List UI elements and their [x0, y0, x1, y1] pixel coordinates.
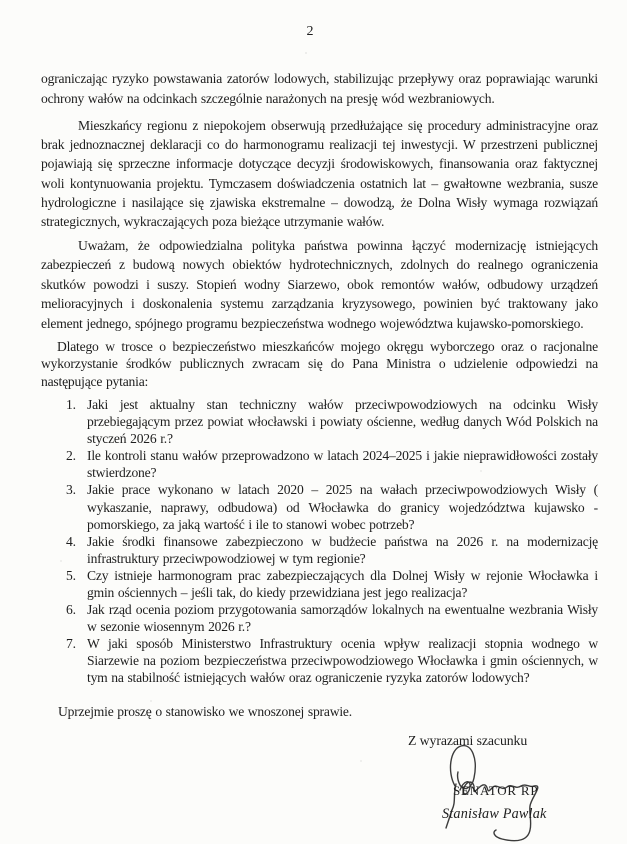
questions-list [41, 396, 598, 687]
question-item [66, 533, 598, 567]
body-paragraph: Dlatego w trosce o bezpieczeństwo mieszkańców mojego okręgu wyborczego oraz o racjonalne wykorzystanie środków publicznych zwracam się do Pana Ministra o udzielenie odpowiedzi na następujące pytania: [41, 339, 598, 389]
question-number: 1. [66, 396, 76, 412]
body-paragraph: Uważam, że odpowiedzialna polityka państwa powinna łączyć modernizację istniejących zabezpieczeń z budową nowych obiektów hydrotechnicznych, zdolnych do realnego ograniczenia skutków powodzi i suszy. Stopień wodny Siarzewo, obok remontów wałów, odbudowy urządzeń melioracyjnych i doskonalenia systemu zarządzania kryzysowego, powinien być traktowany jako element jednego, spójnego programu bezpieczeństwa wodnego województwa kujawsko-pomorskiego. [41, 237, 598, 331]
question-text: Jakie prace wykonano w latach 2020 – 2025 na wałach przeciwpowodziowych Wisły ( wykaszanie, naprawy, odbudowa) od Włocławka do granicy wojedzództwa kujawsko - pomorskiego, za jaką wartość i ile to stanowi wobec potrzeb? [87, 482, 598, 532]
closing-line: Uprzejmie proszę o stanowisko we wnoszonej sprawie. [58, 703, 352, 719]
question-text: Jakie środki finansowe zabezpieczono w budżecie państwa na 2026 r. na modernizację infrastruktury przeciwpowodziowej w tym regionie? [87, 533, 598, 566]
senator-name: Stanisław Pawlak [442, 806, 547, 822]
question-item [66, 481, 598, 532]
question-number: 2. [66, 448, 76, 464]
question-item [66, 447, 598, 481]
question-number: 7. [66, 636, 76, 652]
question-number: 3. [66, 482, 76, 498]
page-number: 2 [306, 24, 314, 39]
question-number: 5. [66, 567, 76, 583]
question-text: Jaki jest aktualny stan techniczny wałów przeciwpowodziowych na odcinku Wisły przebiegającym przez powiat włocławski i powiaty ościenne, według danych Wód Polskich na styczeń 2026 r.? [87, 396, 598, 447]
body-paragraph: Mieszkańcy regionu z niepokojem obserwują przedłużające się procedury administracyjne oraz brak jednoznacznej deklaracji co do harmonogramu realizacji tej inwestycji. W przestrzeni publicznej pojawiają się sprzeczne informacje dotyczące decyzji środowiskowych, finansowania oraz faktycznej woli kontynuowania projektu. Tymczasem doświadczenia ostatnich lat – gwałtowne wezbrania, susze hydrologiczne i nasilające się zjawiska ekstremalne – dowodzą, że Dolna Wisły wymaga rozwiązań strategicznych, wykraczających poza bieżące utrzymanie wałów. [41, 117, 598, 230]
body-paragraph: ograniczając ryzyko powstawania zatorów lodowych, stabilizując przepływy oraz poprawiając warunki ochrony wałów na odcinkach szczególnie narażonych na presję wód wezbraniowych. [41, 71, 598, 107]
question-text: Ile kontroli stanu wałów przeprowadzono w latach 2024–2025 i jakie nieprawidłowości zostały stwierdzone? [87, 448, 598, 481]
question-number: 6. [66, 602, 76, 618]
question-number: 4. [66, 533, 76, 549]
valediction: Z wyrazami szacunku [408, 733, 528, 748]
letter-body [41, 69, 598, 720]
question-item [66, 567, 598, 601]
question-item [66, 601, 598, 635]
scan-noise [0, 0, 2, 2]
question-item [66, 635, 598, 686]
question-text: W jaki sposób Ministerstwo Infrastruktury ocenia wpływ realizacji stopnia wodnego w Siarzewie na poziom bezpieczeństwa przeciwpowodziowego Włocławka i gmin ościennych, w tym na stabilność istniejących wałów oraz ograniczenie ryzyka zatorów lodowych? [87, 636, 598, 686]
question-text: Czy istnieje harmonogram prac zabezpieczających dla Dolnej Wisły w rejonie Włocławka i gmin ościennych – jeśli tak, do kiedy przewidziana jest jego realizacja? [87, 567, 598, 601]
question-text: Jak rząd ocenia poziom przygotowania samorządów lokalnych na ewentualne wezbrania Wisły w sezonie wiosennym 2026 r.? [87, 602, 598, 635]
question-item [66, 396, 598, 447]
senator-title: SENATOR RP [453, 783, 539, 798]
